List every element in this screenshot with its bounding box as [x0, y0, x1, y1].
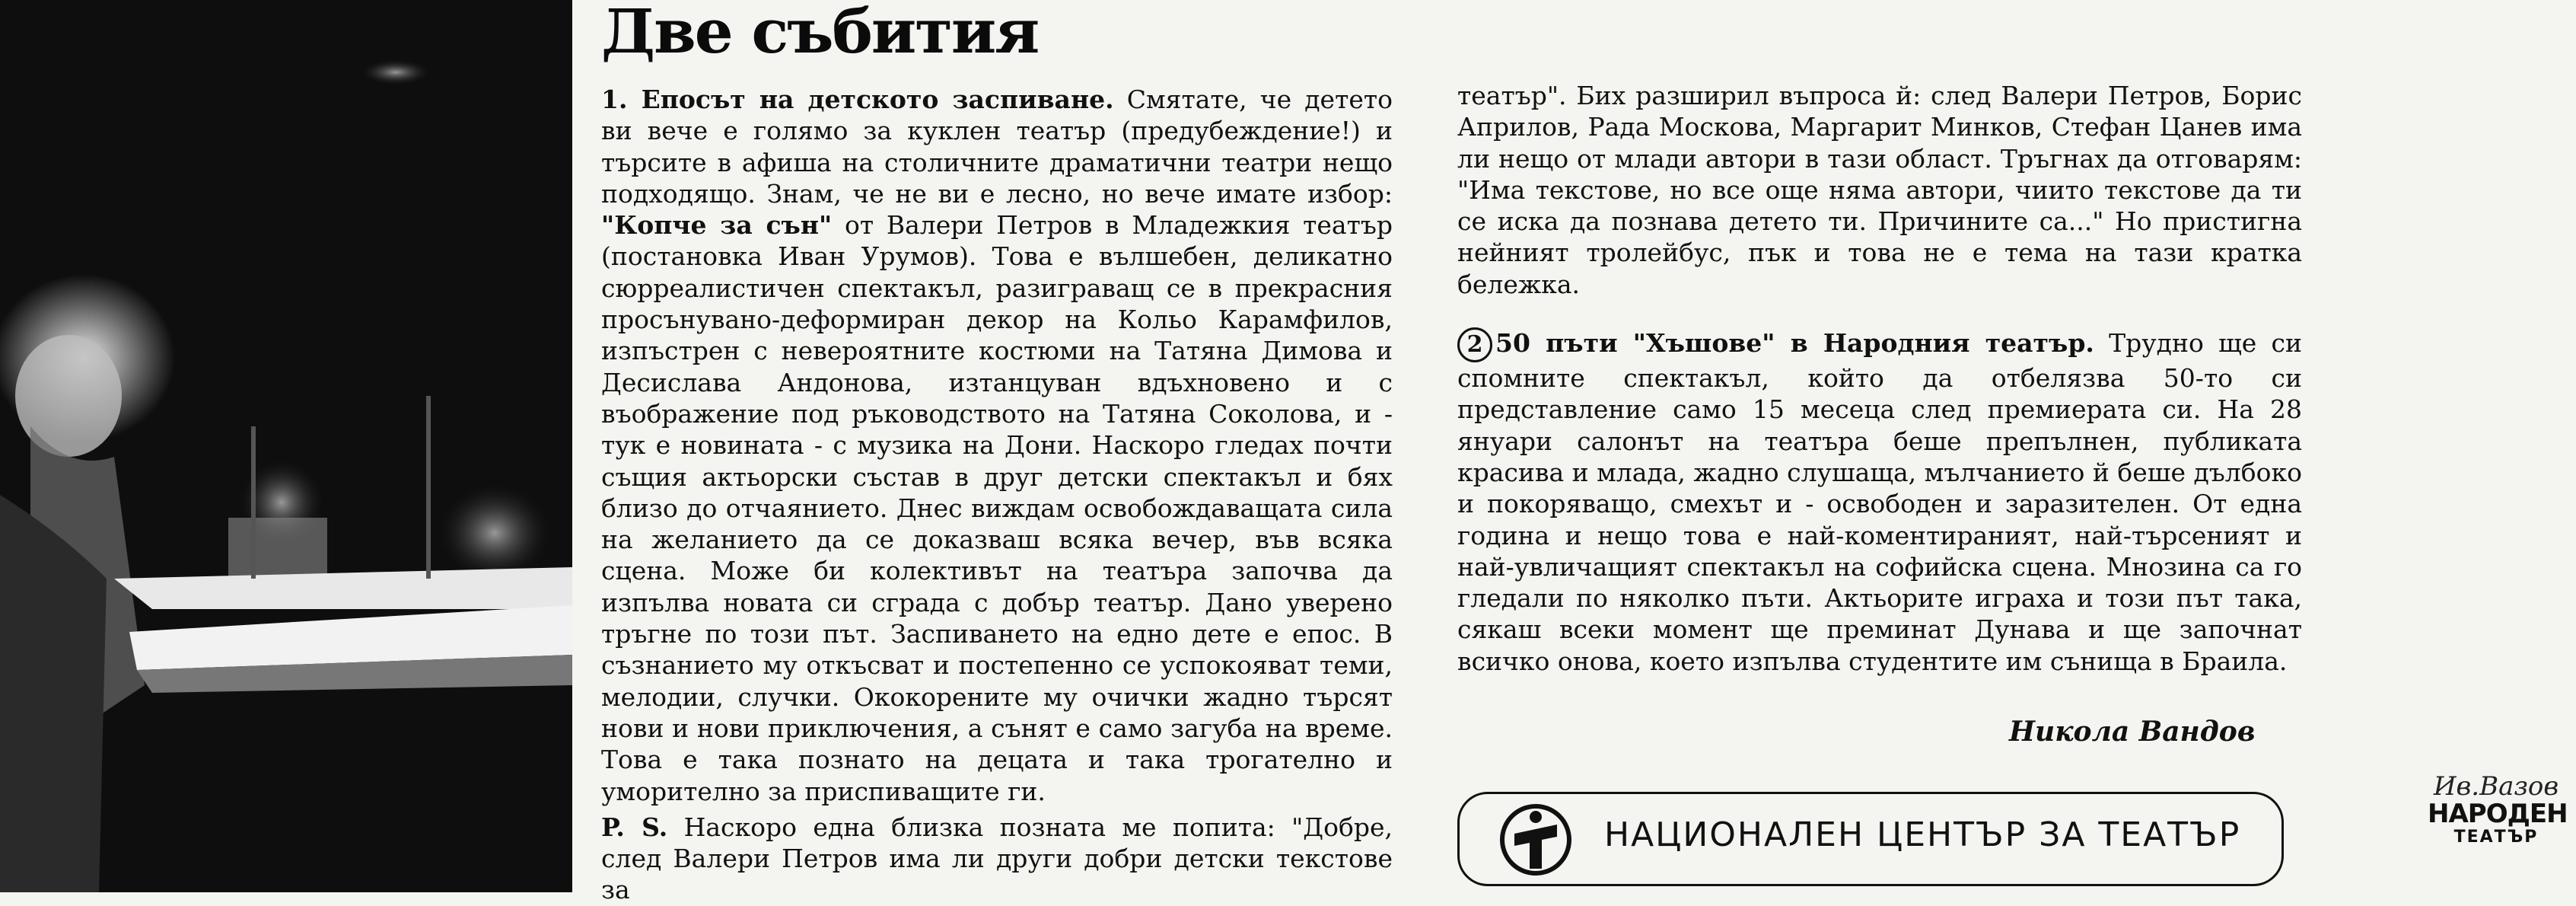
national-theatre-logo — [2428, 771, 2568, 879]
theatre-logo-line2: ТЕАТЪР — [2453, 828, 2539, 847]
article2-text: Трудно ще си спомните спектакъл, който да отбелязва 50-то си представление само 15 месеца след премиерата си. На 28 януари салонът на театъра беше препълнен, публиката красива и млада, жадно слушаща, мълчанието й беше дълбоко и покоряващо, смехът и - освободен и заразителен. От една година и нещо това е най-коментираният, най-търсеният и най-увличащият спектакъл на софийска сцена. Мнозина са го гледали по няколко пъти. Актьорите играха и този път така, сякаш всеки момент ще преминат Дунава и ще започнат всичко онова, което изпълва студентите им сънища в Браила. — [1457, 328, 2302, 676]
article2-number: 2 — [1457, 327, 1492, 362]
national-center-logo-icon — [1498, 802, 1574, 878]
ps-label: P. S. — [601, 812, 668, 842]
article1-text2: от Валери Петров в Младежкия театър (постановка Иван Урумов). Това е вълшебен, деликатно сюрреалистичен спектакъл, разиграващ се в прекрасния просънувано-деформиран декор на Кольо Карамфилов, изпъстрен с невероятните костюми на Татяна Димова и Десислава Андонова, изтанцуван вдъхновено и с въображение под ръководството на Татяна Соколова, и - тук е новината - с музика на Дони. Наскоро гледах почти същия актьорски състав в друг детски спектакъл и бях близо до отчаянието. Днес виждам освобождаващата сила на желанието да се доказваш всяка вечер, във всяка сцена. Може би колективът на театъра започва да изпълва новата си сграда с добър театър. Дано уверено тръгне по този път. Заспиването на едно дете е епос. В съзнанието му откъсват и постепенно се успокояват теми, мелодии, случки. Ококорените му очички жадно търсят нови и нови приключения, а сънят е само загуба на време. Това е така познато на децата и така трогателно и уморително за приспиващите ги. — [601, 210, 1393, 806]
article-column-2 — [1457, 80, 2302, 677]
national-center-banner — [1457, 792, 2284, 886]
headline: Две събития — [601, 0, 1039, 67]
article1-play-title: "Копче за сън" — [601, 210, 833, 241]
article2-lead: 50 пъти "Хъшове" в Народния театър. — [1495, 328, 2094, 359]
stage-photo-drawing — [0, 0, 572, 892]
theatre-logo-line1: НАРОДЕН — [2428, 799, 2568, 829]
ps-text: Наскоро една близка позната ме попита: "Добре, след Валери Петров има ли други добри детски текстове за — [601, 812, 1393, 905]
article-column-1 — [601, 84, 1393, 906]
stage-photo — [0, 0, 572, 892]
theatre-logo-signature: Ив.Вазов — [2433, 771, 2559, 802]
article1-continuation: театър". Бих разширил въпроса й: след Валери Петров, Борис Априлов, Рада Москова, Маргарит Минков, Стефан Цанев има ли нещо от млади автори в тази област. Тръгнах да отговарям: "Има текстове, но все още няма автори, чиито текстове да ти се иска да познава детето ти. Причините са..." Но пристигна нейният тролейбус, пък и това не е тема на тази кратка бележка. — [1457, 81, 2302, 299]
article1-text1: Смятате, че детето ви вече е голямо за куклен театър (предубеждение!) и търсите в афиша на столичните драматични театри нещо подходящо. Знам, че не ви е лесно, но вече имате избор: — [601, 85, 1393, 209]
article1-lead: 1. Епосът на детското заспиване. — [601, 85, 1114, 114]
national-center-name: НАЦИОНАЛЕН ЦЕНТЪР ЗА ТЕАТЪР — [1604, 815, 2241, 854]
author-name: Никола Вандов — [2009, 716, 2256, 748]
